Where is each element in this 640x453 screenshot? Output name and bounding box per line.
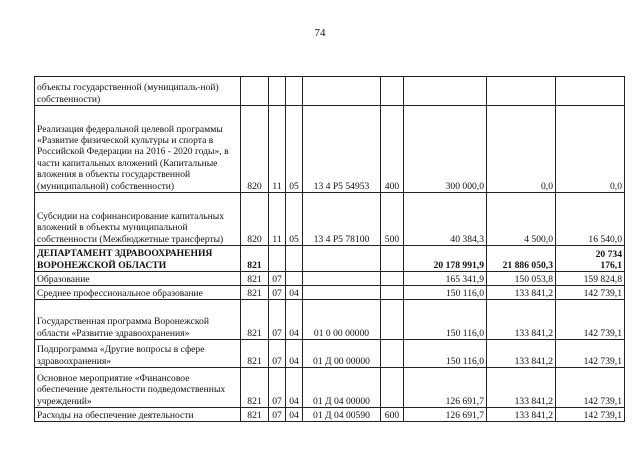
expense-type [381,368,404,408]
amount-2017-line1: 20 734 [595,249,622,260]
expense-type: 400 [381,106,404,193]
subsection-code: 04 [286,368,303,408]
expense-type [381,77,404,106]
table-row [35,193,625,246]
table-row [35,272,625,286]
amount-2016: 4 500,0 [487,193,556,246]
amount-2015 [404,77,487,106]
budget-table [34,76,625,422]
subsection-code [286,246,303,272]
row-name: Подпрограмма «Другие вопросы в сфере здравоохранения» [35,340,241,368]
expense-type [381,340,404,368]
amount-2015: 126 691,7 [404,408,487,422]
amount-2017: 142 739,1 [556,286,625,300]
row-name: Среднее профессиональное образование [35,286,241,300]
admin-code: 821 [241,408,269,422]
page-number: 74 [314,27,326,39]
target-code [303,77,381,106]
amount-2017: 159 824,8 [556,272,625,286]
expense-type [381,272,404,286]
amount-2016: 133 841,2 [487,408,556,422]
section-code: 07 [269,272,286,286]
section-code [269,246,286,272]
table-row [35,77,625,106]
row-name: ДЕПАРТАМЕНТ ЗДРАВООХРАНЕНИЯ ВОРОНЕЖСКОЙ ОБЛАСТИ [35,246,241,272]
subsection-code [286,77,303,106]
row-name: Реализация федеральной целевой программы «Развитие физической культуры и спорта в Российской Федерации на 2016 - 2020 годы», в части капитальных вложений (Капитальные вложения в объекты государственной (муниципальной) собственности) [35,106,241,193]
amount-2015: 150 116,0 [404,340,487,368]
row-name: Государственная программа Воронежской области «Развитие здравоохранения» [35,300,241,340]
row-name: Расходы на обеспечение деятельности [35,408,241,422]
amount-2015: 20 178 991,9 [404,246,487,272]
target-code: 01 Д 04 00590 [303,408,381,422]
amount-2015: 165 341,9 [404,272,487,286]
section-code: 07 [269,340,286,368]
target-code: 13 4 Р5 78100 [303,193,381,246]
amount-2015: 150 116,0 [404,286,487,300]
expense-type: 500 [381,193,404,246]
amount-2015: 126 691,7 [404,368,487,408]
amount-2017: 142 739,1 [556,340,625,368]
table-row [35,246,625,272]
subsection-code: 04 [286,300,303,340]
section-code: 07 [269,368,286,408]
admin-code: 820 [241,193,269,246]
admin-code: 821 [241,286,269,300]
amount-2015: 300 000,0 [404,106,487,193]
subsection-code: 04 [286,340,303,368]
section-code [269,77,286,106]
section-code: 11 [269,106,286,193]
amount-2017 [556,246,625,272]
section-code: 07 [269,300,286,340]
amount-2017-line2: 176,1 [600,260,622,271]
expense-type: 600 [381,408,404,422]
amount-2016: 133 841,2 [487,286,556,300]
table-row [35,408,625,422]
target-code: 13 4 Р5 54953 [303,106,381,193]
target-code [303,272,381,286]
target-code: 01 0 00 00000 [303,300,381,340]
table-row [35,286,625,300]
expense-type [381,300,404,340]
amount-2017: 142 739,1 [556,300,625,340]
admin-code: 821 [241,340,269,368]
amount-2015: 40 384,3 [404,193,487,246]
section-code: 07 [269,408,286,422]
admin-code: 821 [241,272,269,286]
target-code [303,246,381,272]
amount-2017: 142 739,1 [556,408,625,422]
table-row [35,300,625,340]
amount-2016: 0,0 [487,106,556,193]
subsection-code: 04 [286,408,303,422]
target-code [303,286,381,300]
amount-2017: 16 540,0 [556,193,625,246]
target-code: 01 Д 00 00000 [303,340,381,368]
amount-2017 [556,77,625,106]
admin-code [241,77,269,106]
row-name: Образование [35,272,241,286]
section-code: 07 [269,286,286,300]
expense-type [381,286,404,300]
subsection-code: 04 [286,286,303,300]
table-row [35,106,625,193]
subsection-code: 05 [286,193,303,246]
amount-2016: 133 841,2 [487,300,556,340]
expense-type [381,246,404,272]
section-code: 11 [269,193,286,246]
admin-code: 821 [241,300,269,340]
row-name: Субсидии на софинансирование капитальных вложений в объекты муниципальной собственности (Межбюджетные трансферты) [35,193,241,246]
amount-2016 [487,77,556,106]
admin-code: 821 [241,368,269,408]
table-row [35,368,625,408]
amount-2016: 133 841,2 [487,340,556,368]
table-row [35,340,625,368]
admin-code: 821 [241,246,269,272]
subsection-code [286,272,303,286]
amount-2016: 133 841,2 [487,368,556,408]
amount-2016: 21 886 050,3 [487,246,556,272]
amount-2017: 0,0 [556,106,625,193]
admin-code: 820 [241,106,269,193]
amount-2017: 142 739,1 [556,368,625,408]
amount-2016: 150 053,8 [487,272,556,286]
subsection-code: 05 [286,106,303,193]
row-name: объекты государственной (муниципаль-ной) собственности) [35,77,241,106]
row-name: Основное мероприятие «Финансовое обеспечение деятельности подведомственных учреждений» [35,368,241,408]
amount-2015: 150 116,0 [404,300,487,340]
target-code: 01 Д 04 00000 [303,368,381,408]
